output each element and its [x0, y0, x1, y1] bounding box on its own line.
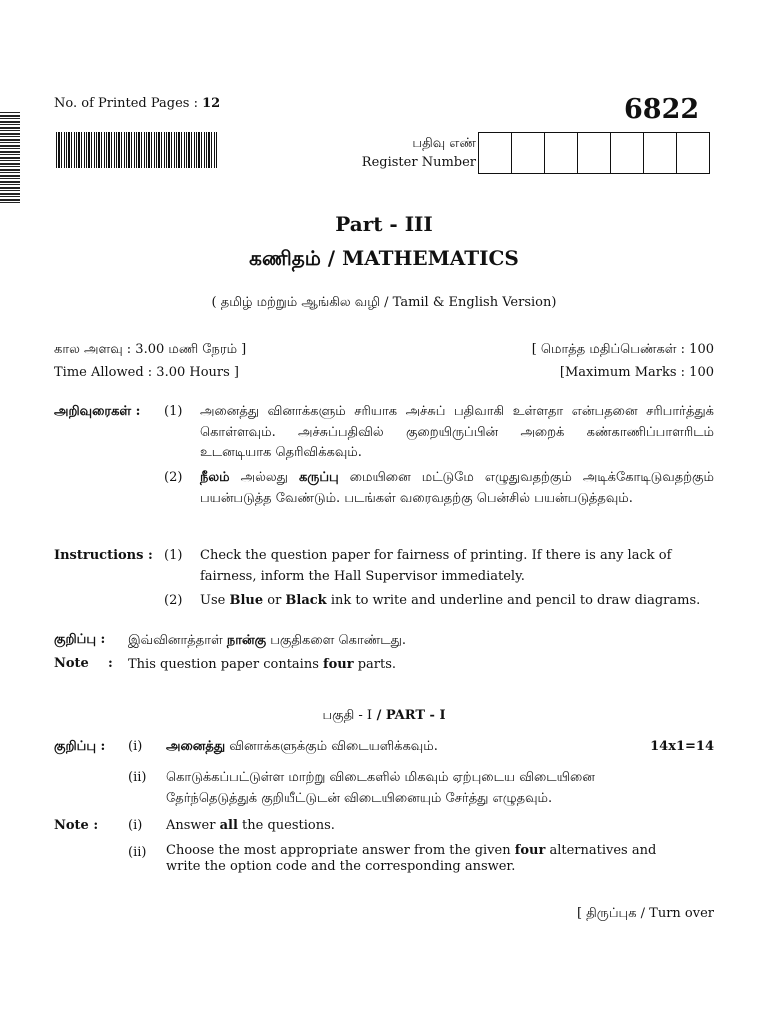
part-i-heading: பகுதி - I / PART - I [322, 708, 446, 723]
register-number-boxes[interactable] [478, 132, 710, 174]
part-i-en-num-i: (i) [128, 818, 143, 833]
instructions-label-en: Instructions : [54, 548, 153, 563]
part-i-ta-num-ii: (ii) [128, 770, 147, 785]
note-label-en: Note [54, 656, 89, 671]
instruction-en-num-2: (2) [164, 593, 183, 608]
printed-pages: No. of Printed Pages : 12 [54, 96, 221, 111]
paper-code: 6822 [624, 94, 700, 125]
note-colon-en: : [108, 656, 113, 671]
instruction-ta-num-2: (2) [164, 470, 183, 485]
note-label-ta: குறிப்பு : [54, 632, 106, 647]
instructions-label-ta: அறிவுரைகள் : [54, 404, 141, 419]
part-i-marks: 14x1=14 [650, 739, 714, 754]
part-i-note-label-ta: குறிப்பு : [54, 739, 106, 754]
part-i-ta-ii: கொடுக்கப்பட்டுள்ள மாற்று விடைகளில் மிகவும் ஏற்புடைய விடையினை தேர்ந்தெடுத்துக் குறியீட்டுடன் விடையினையும் சேர்த்து எழுதவும். [166, 770, 595, 806]
register-box[interactable] [578, 133, 611, 173]
max-marks-ta: [ மொத்த மதிப்பெண்கள் : 100 [531, 342, 714, 357]
version-line: ( தமிழ் மற்றும் ஆங்கில வழி / Tamil & English Version) [211, 295, 557, 310]
register-box[interactable] [611, 133, 644, 173]
register-box[interactable] [479, 133, 512, 173]
instruction-ta-1: அனைத்து வினாக்களும் சரியாக அச்சுப் பதிவாகி உள்ளதா என்பதனை சரிபார்த்துக் கொள்ளவும். அச்சுப்பதிவில் குறையிருப்பின் அறைக் கண்காணிப்பாளரிடம் உடனடியாக தெரிவிக்கவும். [200, 404, 714, 460]
subject-title: கணிதம் / MATHEMATICS [249, 246, 519, 270]
register-box[interactable] [644, 133, 677, 173]
part-i-en-i: Answer all the questions. [166, 818, 335, 833]
printed-pages-value: 12 [202, 96, 221, 111]
turn-over: [ திருப்புக / Turn over [576, 906, 714, 921]
part-i-en-num-ii: (ii) [128, 845, 147, 860]
instruction-en-1: Check the question paper for fairness of printing. If there is any lack of fairness, inform the Hall Supervisor immediately. [200, 548, 672, 584]
time-allowed-ta: கால அளவு : 3.00 மணி நேரம் ] [54, 342, 247, 357]
register-label-en: Register Number [361, 155, 476, 170]
part-i-ta-num-i: (i) [128, 739, 143, 754]
time-allowed-en: Time Allowed : 3.00 Hours ] [54, 365, 240, 380]
register-label-ta: பதிவு எண் [412, 136, 476, 151]
max-marks-en: [Maximum Marks : 100 [559, 365, 714, 380]
note-text-ta: இவ்வினாத்தாள் நான்கு பகுதிகளை கொண்டது. [128, 633, 407, 648]
register-box[interactable] [545, 133, 578, 173]
note-text-en: This question paper contains four parts. [128, 657, 397, 672]
instruction-ta-num-1: (1) [164, 404, 183, 419]
register-box[interactable] [677, 133, 709, 173]
part-i-ta-i: அனைத்து வினாக்களுக்கும் விடையளிக்கவும். [166, 739, 438, 754]
barcode [56, 132, 218, 168]
part-title: Part - III [335, 212, 433, 236]
register-number-label [360, 134, 476, 172]
part-i-en-ii: Choose the most appropriate answer from the given four alternatives and write the option code and the corresponding answer. [166, 843, 657, 874]
instruction-ta-2: நீலம் அல்லது கருப்பு மையினை மட்டுமே எழுதுவதற்கும் அடிக்கோடிடுவதற்கும் பயன்படுத்த வேண்டும். படங்கள் வரைவதற்கு பென்சில் பயன்படுத்தவும். [200, 470, 714, 506]
part-i-note-label-en: Note : [54, 818, 99, 833]
side-barcode [0, 112, 20, 204]
instruction-en-num-1: (1) [164, 548, 183, 563]
register-box[interactable] [512, 133, 545, 173]
instruction-en-2: Use Blue or Black ink to write and underline and pencil to draw diagrams. [200, 593, 701, 608]
